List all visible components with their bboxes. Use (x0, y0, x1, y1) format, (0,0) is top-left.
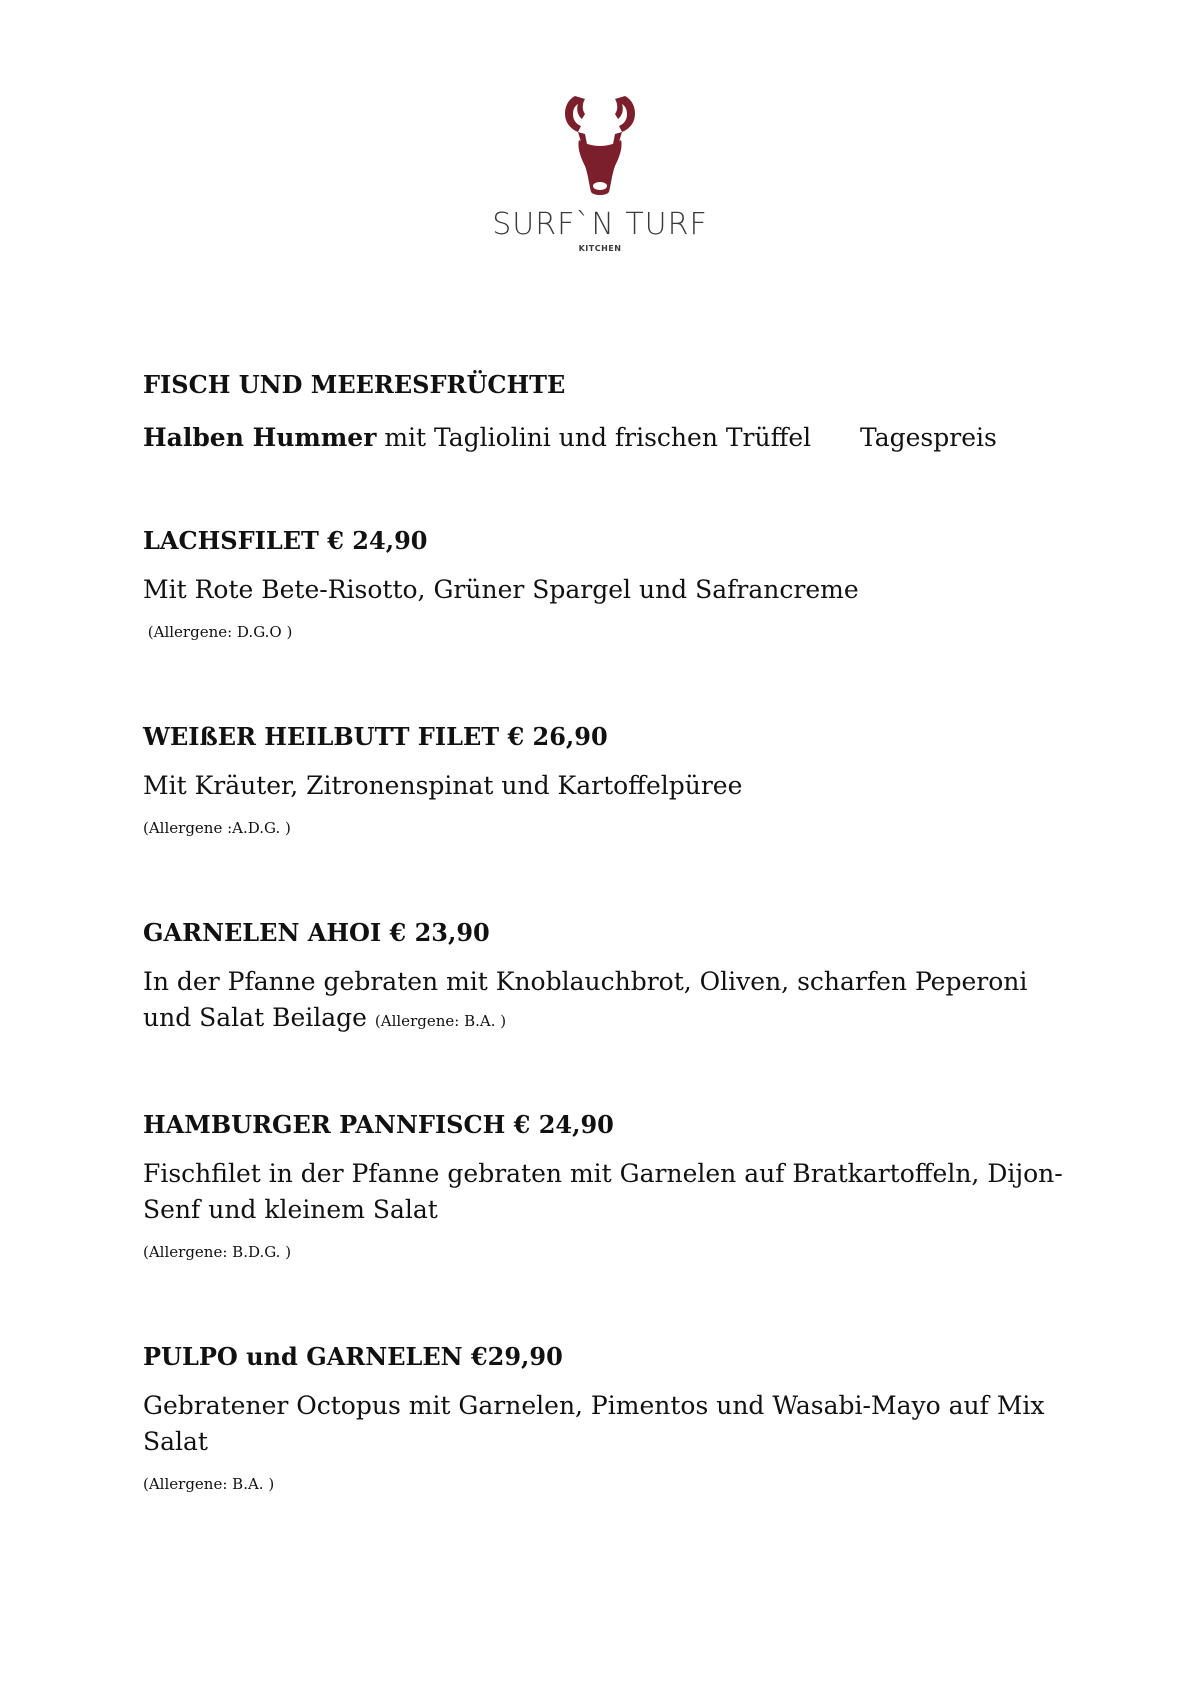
section-header (143, 370, 1083, 454)
item-allergen: (Allergene: B.A. ) (374, 1012, 507, 1030)
menu-item-heilbutt (143, 722, 1083, 838)
item-description: Fischfilet in der Pfanne gebraten mit Garnelen auf Bratkartoffeln, Dijon-Senf und kleinem Salat (143, 1159, 1063, 1224)
item-title: HAMBURGER PANNFISCH € 24,90 (143, 1110, 614, 1139)
item-allergen: (Allergene :A.D.G. ) (143, 819, 291, 837)
item-description: Mit Kräuter, Zitronenspinat und Kartoffelpüree (143, 771, 743, 800)
section-title: FISCH UND MEERESFRÜCHTE (143, 370, 566, 399)
item-title: GARNELEN AHOI € 23,90 (143, 918, 490, 947)
item-description-block (143, 964, 1083, 1039)
item-allergen: (Allergene: B.D.G. ) (143, 1243, 292, 1261)
item-allergen: (Allergene: D.G.O ) (143, 623, 293, 641)
lobster-description: mit Tagliolini und frischen Trüffel (376, 423, 812, 452)
lobster-name: Halben Hummer (143, 423, 377, 452)
menu-item-lachsfilet (143, 526, 1083, 642)
item-description: In der Pfanne gebraten mit Knoblauchbrot, Oliven, scharfen Peperoni und Salat Beilage (143, 967, 1028, 1032)
item-title: WEIßER HEILBUTT FILET € 26,90 (143, 722, 608, 751)
restaurant-logo (0, 92, 1200, 253)
menu-item-garnelen-ahoi (143, 918, 1083, 1039)
item-allergen: (Allergene: B.A. ) (143, 1475, 275, 1493)
item-description: Mit Rote Bete-Risotto, Grüner Spargel und Safrancreme (143, 575, 859, 604)
item-title: LACHSFILET € 24,90 (143, 526, 428, 555)
item-title: PULPO und GARNELEN €29,90 (143, 1342, 563, 1371)
lobster-bull-logo-icon (557, 92, 643, 202)
menu-item-pulpo-garnelen (143, 1342, 1083, 1494)
brand-subtitle: KITCHEN (578, 244, 622, 253)
lobster-item (143, 422, 1083, 454)
item-description: Gebratener Octopus mit Garnelen, Pimentos und Wasabi-Mayo auf Mix Salat (143, 1391, 1045, 1456)
menu-item-pannfisch (143, 1110, 1083, 1262)
lobster-price: Tagespreis (860, 423, 997, 452)
brand-name: SURF`N TURF (492, 207, 708, 242)
